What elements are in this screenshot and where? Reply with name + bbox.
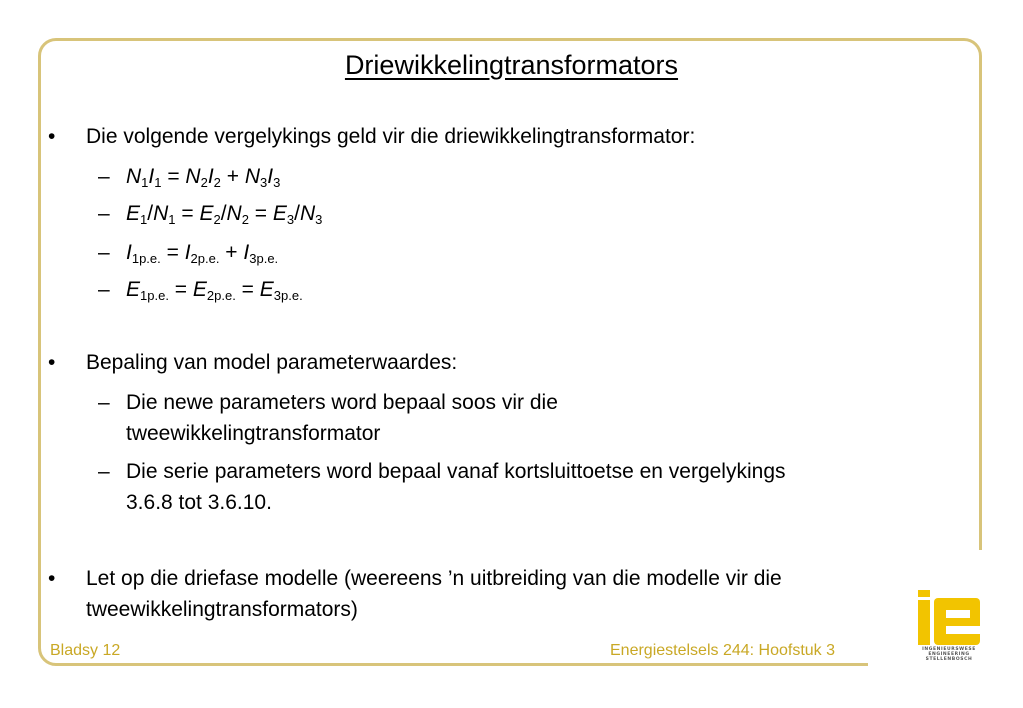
equation-voltage-turns: – $E_1/N_1 = E_2/N_2 = E_3/N_3$ (126, 199, 322, 229)
ie-logo-icon (918, 590, 980, 645)
logo-text-line3: STELLENBOSCH (925, 657, 973, 662)
university-logo (918, 590, 980, 660)
bullet-three-phase: • Let op die driefase modelle (weereens ’n uitbreiding van die modelle vir die (86, 564, 782, 594)
footer-page-label: Bladsy 12 (50, 642, 121, 659)
logo-text-line2: ENGINEERING (928, 652, 970, 657)
equation-voltage-pu: – $E_{1p.e.} = E_{2p.e.} = E_{3p.e.}$ (126, 275, 303, 305)
sub-bullet-series-parameters-cont: 3.6.8 tot 3.6.10. (126, 491, 272, 514)
equation-current-turns: – $N_1I_1 = N_2I_2 + N_3I_3$ (126, 162, 280, 192)
footer-course-label: Energiestelsels 244: Hoofstuk 3 (610, 642, 836, 659)
sub-bullet-shunt-parameters: – Die newe parameters word bepaal soos vir die (126, 388, 558, 418)
bullet-parameters: • Bepaling van model parameterwaardes: (86, 348, 457, 378)
sub-bullet-shunt-parameters-cont: tweewikkelingtransformator (126, 422, 381, 445)
bullet-three-phase-cont: tweewikkelingtransformators) (86, 598, 358, 621)
slide-title: Driewikkelingtransformators (344, 50, 679, 80)
logo-text-line1: INGENIEURSWESE (922, 647, 976, 652)
sub-bullet-series-parameters: – Die serie parameters word bepaal vanaf kortsluittoetse en vergelykings (126, 457, 786, 487)
bullet-equations-intro: • Die volgende vergelykings geld vir die driewikkelingtransformator: (86, 122, 695, 152)
equation-current-pu: – $I_{1p.e.} = I_{2p.e.} + I_{3p.e.}$ (126, 238, 278, 268)
